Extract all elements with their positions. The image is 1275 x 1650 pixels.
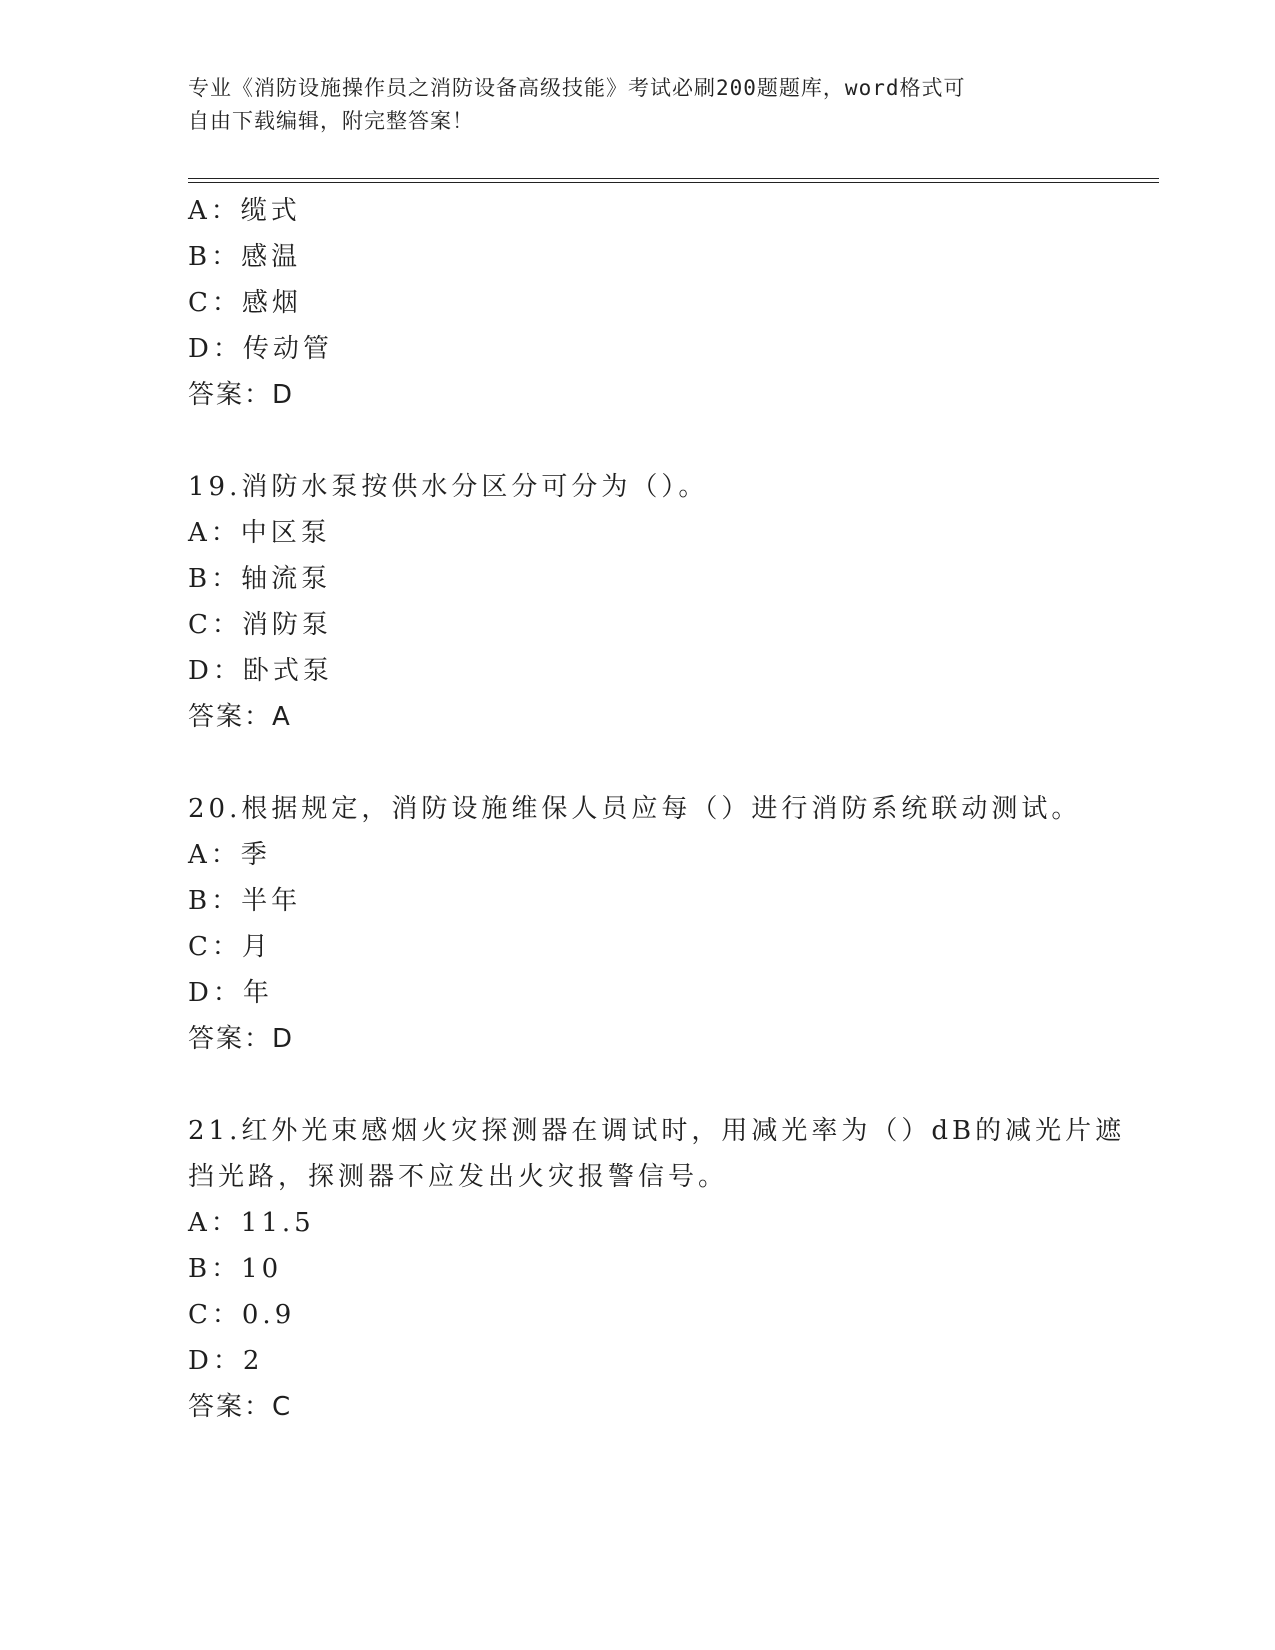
question-stem-line-2: 挡光路，探测器不应发出火灾报警信号。 xyxy=(188,1162,729,1192)
answer: 答案：D xyxy=(188,380,295,410)
header-line-2: 自由下载编辑，附完整答案！ xyxy=(188,109,474,133)
document-header xyxy=(188,72,1068,138)
option-d: D：传动管 xyxy=(188,334,333,364)
question-list xyxy=(188,188,1126,1430)
option-c: C：0.9 xyxy=(188,1300,296,1330)
spacer xyxy=(188,740,1088,786)
option-a: A：季 xyxy=(188,840,271,870)
answer: 答案：A xyxy=(188,702,292,732)
answer: 答案：D xyxy=(188,1024,295,1054)
question-21 xyxy=(188,1108,1126,1430)
answer: 答案：C xyxy=(188,1392,293,1422)
header-line-1: 专业《消防设施操作员之消防设备高级技能》考试必刷200题题库，word格式可 xyxy=(188,76,966,100)
header-divider-top xyxy=(188,178,1159,179)
question-20 xyxy=(188,786,1088,1062)
question-stem: 20.根据规定，消防设施维保人员应每（）进行消防系统联动测试。 xyxy=(188,794,1082,824)
option-a: A：中区泵 xyxy=(188,518,331,548)
question-stem-line-1: 21.红外光束感烟火灾探测器在调试时，用减光率为（）dB的减光片遮 xyxy=(188,1116,1126,1146)
option-d: D：卧式泵 xyxy=(188,656,333,686)
spacer xyxy=(188,1062,1088,1108)
option-c: C：消防泵 xyxy=(188,610,332,640)
option-b: B：轴流泵 xyxy=(188,564,332,594)
question-19 xyxy=(188,464,1088,740)
option-a: A：缆式 xyxy=(188,196,301,226)
question-stem: 19.消防水泵按供水分区分可分为（）。 xyxy=(188,472,709,502)
option-d: D：年 xyxy=(188,978,273,1008)
spacer xyxy=(188,418,1088,464)
option-a: A：11.5 xyxy=(188,1208,315,1238)
option-c: C：感烟 xyxy=(188,288,302,318)
option-b: B：半年 xyxy=(188,886,302,916)
option-b: B：感温 xyxy=(188,242,302,272)
option-c: C：月 xyxy=(188,932,272,962)
question-18-continued xyxy=(188,188,1088,418)
option-d: D：2 xyxy=(188,1346,264,1376)
header-divider-bottom xyxy=(188,182,1159,183)
option-b: B：10 xyxy=(188,1254,283,1284)
